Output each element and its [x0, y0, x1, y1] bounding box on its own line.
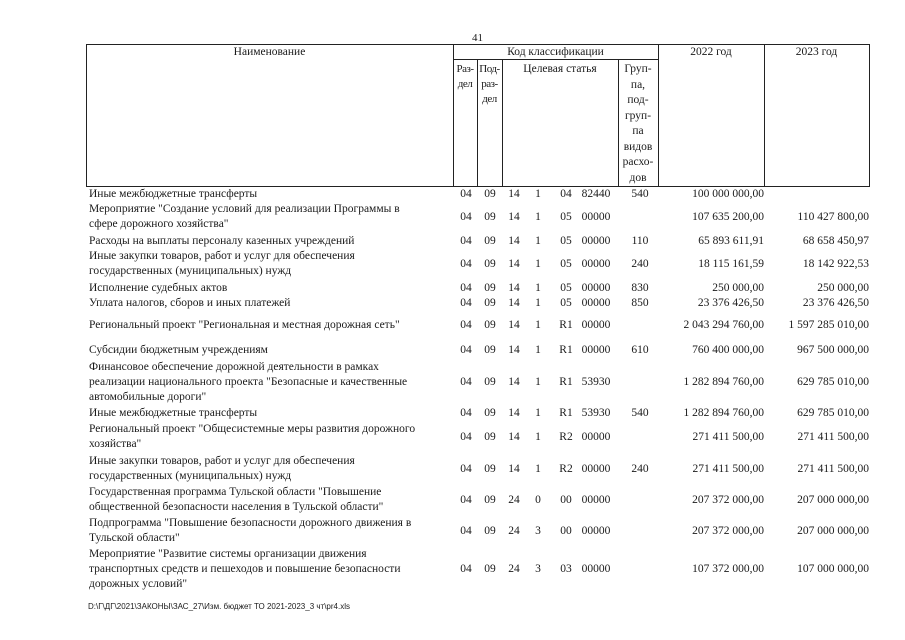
row-podrazdel: 09: [484, 462, 496, 475]
row-podrazdel: 09: [484, 493, 496, 506]
table-row: [0, 187, 905, 202]
row-group: 540: [631, 407, 649, 419]
row-target-1: 14: [508, 319, 520, 331]
table-row: [0, 485, 905, 515]
row-name-line: Исполнение судебных актов: [89, 282, 228, 294]
header-vline-group: [658, 44, 659, 186]
row-name-line: Мероприятие "Развитие системы организации движения: [89, 548, 367, 560]
row-podrazdel: 09: [484, 188, 496, 200]
row-name-line: автомобильные дороги": [89, 391, 207, 403]
row-name-line: транспортных средств и пешеходов и повышение безопасности: [89, 563, 401, 575]
row-target-4: 53930: [581, 407, 611, 419]
row-target-4: 00000: [581, 462, 611, 475]
row-name: [89, 202, 439, 232]
row-name: [89, 249, 439, 279]
row-podrazdel: 09: [484, 344, 496, 356]
header-group-line: груп-: [624, 109, 652, 122]
header-classification: Код классификации: [507, 46, 604, 58]
header-group-line: расхо-: [622, 156, 654, 168]
row-amount-2022: 107 372 000,00: [692, 563, 764, 575]
row-name: [89, 318, 439, 333]
row-amount-2022: 107 635 200,00: [692, 210, 764, 223]
row-target-1: 14: [508, 430, 520, 443]
row-name-line: хозяйства": [89, 438, 142, 450]
table-row: [0, 249, 905, 279]
row-razdel: 04: [460, 462, 472, 475]
row-target-4: 00000: [581, 563, 611, 575]
row-razdel: 04: [460, 407, 472, 419]
row-target-4: 53930: [581, 376, 611, 388]
row-target-4: 00000: [581, 493, 611, 506]
header-group: [618, 62, 658, 186]
header-group-line: Груп-: [624, 63, 652, 75]
row-target-2: 1: [535, 257, 541, 270]
row-podrazdel: 09: [484, 210, 496, 223]
row-podrazdel: 09: [484, 563, 496, 575]
row-name-line: Иные межбюджетные трансферты: [89, 407, 258, 419]
row-target-4: 00000: [581, 344, 611, 356]
row-target-2: 1: [535, 282, 541, 294]
row-target-4: 82440: [581, 188, 611, 200]
row-podrazdel: 09: [484, 319, 496, 331]
row-target-2: 1: [535, 407, 541, 419]
row-target-2: 3: [535, 524, 541, 537]
row-name: [89, 454, 439, 484]
row-amount-2022: 271 411 500,00: [692, 462, 764, 475]
row-target-4: 00000: [581, 282, 611, 294]
row-amount-2022: 1 282 894 760,00: [683, 407, 764, 419]
row-razdel: 04: [460, 257, 472, 270]
row-razdel: 04: [460, 493, 472, 506]
row-name: [89, 406, 439, 421]
row-target-4: 00000: [581, 257, 611, 270]
table-row: [0, 296, 905, 311]
table-row: [0, 406, 905, 421]
row-name: [89, 187, 439, 202]
row-amount-2023: 107 000 000,00: [797, 563, 869, 575]
row-target-4: 00000: [581, 297, 611, 309]
row-amount-2023: 207 000 000,00: [797, 524, 869, 537]
header-section-line: дел: [457, 78, 473, 90]
row-name: [89, 547, 439, 592]
row-name-line: государственных (муниципальных) нужд: [89, 470, 292, 482]
header-subsection: [477, 62, 502, 107]
row-razdel: 04: [460, 188, 472, 200]
table-row: [0, 547, 905, 592]
header-vline-2022: [764, 44, 765, 186]
row-razdel: 04: [460, 563, 472, 575]
row-target-1: 14: [508, 407, 520, 419]
header-group-line: видов: [623, 140, 653, 153]
row-name-line: Государственная программа Тульской области "Повышение: [89, 486, 382, 498]
row-name: [89, 234, 439, 249]
row-amount-2023: 250 000,00: [817, 282, 869, 294]
row-razdel: 04: [460, 524, 472, 537]
row-amount-2022: 250 000,00: [712, 282, 764, 294]
row-target-3: 00: [560, 493, 572, 506]
row-amount-2022: 23 376 426,50: [697, 297, 764, 309]
table-row: [0, 202, 905, 232]
row-amount-2023: 967 500 000,00: [797, 344, 869, 356]
row-razdel: 04: [460, 210, 472, 223]
row-group: 850: [631, 297, 649, 309]
row-name-line: Тульской области": [89, 532, 180, 544]
table-row: [0, 281, 905, 296]
row-name-line: Иные закупки товаров, работ и услуг для обеспечения: [89, 455, 355, 467]
row-target-3: 05: [560, 297, 572, 309]
row-name: [89, 516, 439, 546]
header-vline-left: [86, 44, 87, 186]
row-name-line: сфере дорожного хозяйства": [89, 218, 229, 230]
row-name-line: Иные закупки товаров, работ и услуг для обеспечения: [89, 250, 355, 262]
row-name: [89, 296, 439, 311]
row-target-3: 05: [560, 257, 572, 270]
row-target-1: 14: [508, 344, 520, 356]
row-razdel: 04: [460, 297, 472, 309]
row-target-2: 1: [535, 376, 541, 388]
row-razdel: 04: [460, 235, 472, 247]
row-name: [89, 281, 439, 296]
row-group: 830: [631, 282, 649, 294]
row-amount-2022: 271 411 500,00: [692, 430, 764, 443]
row-target-1: 14: [508, 297, 520, 309]
header-group-line: под-: [627, 94, 649, 106]
row-amount-2022: 100 000 000,00: [692, 188, 764, 200]
table-row: [0, 454, 905, 484]
row-amount-2023: 110 427 800,00: [797, 210, 869, 223]
row-target-1: 14: [508, 235, 520, 247]
row-podrazdel: 09: [484, 235, 496, 247]
row-target-1: 14: [508, 257, 520, 270]
row-target-3: 05: [560, 210, 572, 223]
header-target-article: Целевая статья: [523, 63, 597, 75]
table-row: [0, 318, 905, 333]
row-target-2: 1: [535, 235, 541, 247]
table-row: [0, 422, 905, 452]
row-target-2: 1: [535, 430, 541, 443]
file-path-footer: D:\Г\ДГ\2021\ЗАКОНЫ\ЗАС_27\Изм. бюджет ТО 2021-2023_3 чт\pr4.xls: [88, 602, 350, 611]
header-vline-right: [869, 44, 870, 186]
header-name: Наименование: [233, 46, 306, 58]
row-name-line: Мероприятие "Создание условий для реализации Программы в: [89, 203, 400, 215]
row-target-1: 14: [508, 462, 520, 475]
row-amount-2022: 18 115 161,59: [698, 257, 764, 270]
header-subsection-line: дел: [482, 93, 497, 105]
row-amount-2023: 23 376 426,50: [802, 297, 869, 309]
row-target-3: R1: [559, 376, 573, 388]
row-target-3: 04: [560, 188, 572, 200]
table-row: [0, 234, 905, 249]
header-section-line: Раз-: [456, 63, 474, 75]
row-target-3: R2: [559, 462, 573, 475]
row-target-4: 00000: [581, 319, 611, 331]
row-razdel: 04: [460, 344, 472, 356]
row-name: [89, 485, 439, 515]
table-row: [0, 343, 905, 358]
page-number: 41: [472, 32, 483, 44]
row-group: 610: [631, 344, 649, 356]
row-amount-2023: 18 142 922,53: [802, 257, 869, 270]
row-name-line: Иные межбюджетные трансферты: [89, 188, 258, 200]
row-amount-2023: 1 597 285 010,00: [788, 319, 869, 331]
header-subsection-line: раз-: [481, 78, 498, 90]
row-amount-2023: 271 411 500,00: [797, 430, 869, 443]
row-name-line: Расходы на выплаты персоналу казенных учреждений: [89, 235, 355, 247]
row-target-1: 14: [508, 210, 520, 223]
row-target-1: 14: [508, 282, 520, 294]
header-year-2023: 2023 год: [795, 46, 838, 58]
row-razdel: 04: [460, 376, 472, 388]
row-target-4: 00000: [581, 235, 611, 247]
row-target-3: R1: [559, 319, 573, 331]
row-amount-2023: 207 000 000,00: [797, 493, 869, 506]
row-podrazdel: 09: [484, 430, 496, 443]
row-podrazdel: 09: [484, 257, 496, 270]
row-group: 240: [631, 462, 649, 475]
row-target-1: 14: [508, 376, 520, 388]
row-name: [89, 360, 439, 405]
row-razdel: 04: [460, 282, 472, 294]
row-amount-2022: 65 893 611,91: [698, 235, 764, 247]
row-group: 240: [631, 257, 649, 270]
row-target-3: R1: [559, 407, 573, 419]
row-amount-2023: 271 411 500,00: [797, 462, 869, 475]
row-name-line: дорожных условий": [89, 578, 188, 590]
header-year-2022: 2022 год: [690, 46, 732, 58]
row-target-3: 03: [560, 563, 572, 575]
table-row: [0, 360, 905, 405]
row-group: 110: [631, 235, 649, 247]
row-razdel: 04: [460, 430, 472, 443]
row-amount-2023: 68 658 450,97: [802, 235, 869, 247]
row-target-1: 14: [508, 188, 520, 200]
row-name-line: Подпрограмма "Повышение безопасности дорожного движения в: [89, 517, 412, 529]
row-name-line: Региональный проект "Региональная и местная дорожная сеть": [89, 319, 400, 331]
row-name-line: Региональный проект "Общесистемные меры развития дорожного: [89, 423, 416, 435]
row-podrazdel: 09: [484, 282, 496, 294]
table-row: [0, 516, 905, 546]
row-target-2: 1: [535, 319, 541, 331]
row-target-3: R2: [559, 430, 573, 443]
row-amount-2022: 207 372 000,00: [692, 524, 764, 537]
row-target-2: 3: [535, 563, 541, 575]
row-target-2: 1: [535, 210, 541, 223]
row-podrazdel: 09: [484, 524, 496, 537]
row-name-line: государственных (муниципальных) нужд: [89, 265, 292, 277]
row-target-2: 1: [535, 297, 541, 309]
header-group-line: па,: [630, 78, 646, 91]
row-amount-2022: 207 372 000,00: [692, 493, 764, 506]
header-section: [453, 62, 477, 92]
row-name-line: реализации национального проекта "Безопасные и качественные: [89, 376, 408, 388]
row-name-line: Субсидии бюджетным учреждениям: [89, 344, 268, 356]
row-name: [89, 422, 439, 452]
row-target-2: 0: [535, 493, 541, 506]
row-target-3: 05: [560, 282, 572, 294]
row-amount-2022: 1 282 894 760,00: [683, 376, 764, 388]
row-name-line: Уплата налогов, сборов и иных платежей: [89, 297, 291, 309]
header-subsection-line: Под-: [479, 63, 500, 75]
row-amount-2022: 760 400 000,00: [692, 344, 764, 356]
row-target-3: R1: [559, 344, 573, 356]
row-name: [89, 343, 439, 358]
row-razdel: 04: [460, 319, 472, 331]
row-target-4: 00000: [581, 430, 611, 443]
row-group: 540: [631, 188, 649, 200]
row-target-1: 24: [508, 563, 520, 575]
row-target-3: 00: [560, 524, 572, 537]
row-target-3: 05: [560, 235, 572, 247]
row-target-2: 1: [535, 344, 541, 356]
row-target-2: 1: [535, 188, 541, 200]
row-target-1: 24: [508, 524, 520, 537]
header-group-line: па: [632, 125, 644, 137]
row-podrazdel: 09: [484, 376, 496, 388]
row-amount-2023: 629 785 010,00: [797, 376, 869, 388]
row-target-1: 24: [508, 493, 520, 506]
row-amount-2023: 629 785 010,00: [797, 407, 869, 419]
row-name-line: Финансовое обеспечение дорожной деятельности в рамках: [89, 361, 379, 373]
row-amount-2022: 2 043 294 760,00: [683, 319, 764, 331]
row-podrazdel: 09: [484, 407, 496, 419]
header-group-line: дов: [629, 171, 647, 184]
row-name-line: общественной безопасности населения в Тульской области": [89, 501, 384, 513]
header-vline-podrazdel: [502, 59, 503, 186]
row-podrazdel: 09: [484, 297, 496, 309]
row-target-2: 1: [535, 462, 541, 475]
row-target-4: 00000: [581, 210, 611, 223]
row-target-4: 00000: [581, 524, 611, 537]
